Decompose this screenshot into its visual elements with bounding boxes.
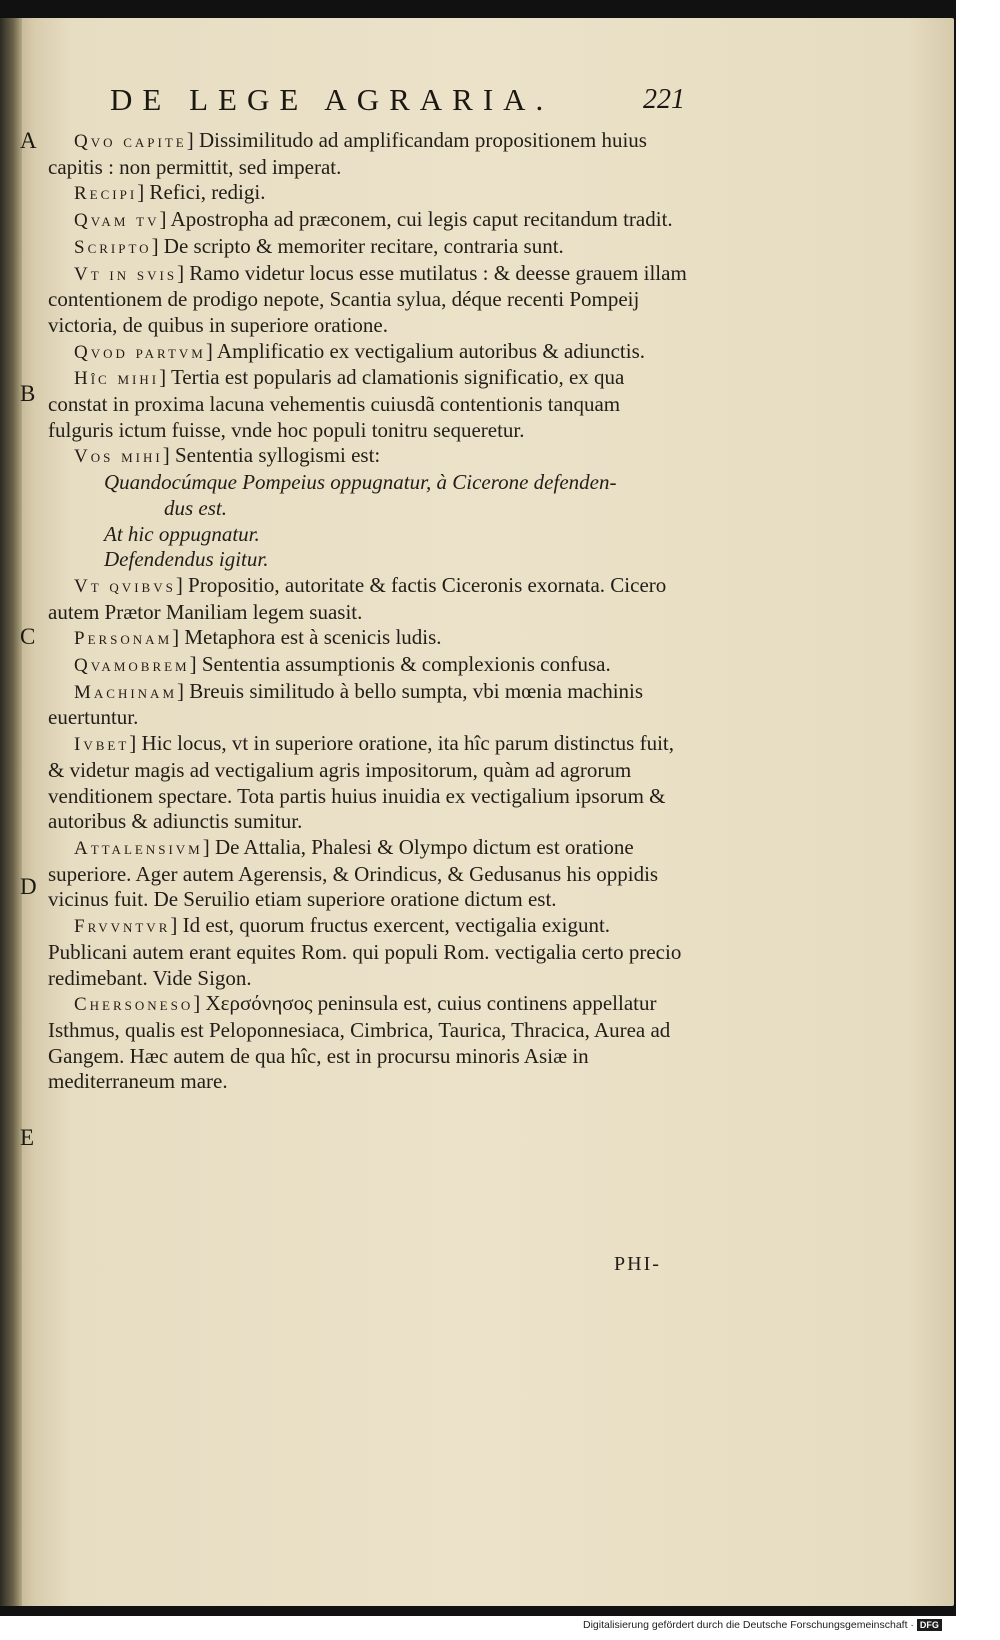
lemma: Qvam tv	[74, 210, 160, 232]
binding-gutter	[0, 18, 22, 1606]
margin-letter-b: B	[20, 381, 36, 406]
lemma: Recipi	[74, 183, 138, 205]
dfg-logo: DFG	[917, 1619, 942, 1631]
gloss: ] Propositio, autoritate & factis Ciceronis exornata. Cicero autem Prætor Maniliam legem suasit.	[48, 572, 667, 624]
margin-letter-a: A	[20, 128, 37, 153]
gloss: ] Sententia assumptionis & complexionis confusa.	[189, 652, 611, 677]
gloss: ] Ramo videtur locus esse mutilatus : & deesse grauem illam contentionem de prodigo nepote, Scantia sylua, déque recenti Pompeij victoria, de quibus in superiore oratione.	[48, 260, 687, 337]
gloss: ] Breuis similitudo à bello sumpta, vbi mœnia machinis euertuntur.	[48, 678, 644, 730]
lemma: Scripto	[74, 236, 152, 258]
lemma: Vt qvibvs	[74, 575, 176, 597]
gloss: ] Hic locus, vt in superiore oratione, ita hîc parum distinctus fuit, & videtur magis ad vectigalium agris impositorum, quàm ad agrorum venditionem spectare. Tota partis huius inuidia ex vectigalium ipsorum & autoribus & adiunctis sumitur.	[48, 731, 674, 834]
gloss: ] Id est, quorum fructus exercent, vectigalia exigunt. Publicani autem erant equites Rom. qui populi Rom. vectigalia certo precio redimebant. Vide Sigon.	[48, 913, 682, 990]
gloss: ] De Attalia, Phalesi & Olympo dictum est oratione superiore. Ager autem Agerensis, & Orindicus, & Gedusanus his oppidis vicinus fuit. De Seruilio etiam superiore oratione dictum est.	[48, 834, 659, 912]
gloss: ] Amplificatio ex vectigalium autoribus & adiunctis.	[205, 338, 645, 363]
gloss: ] Χερσόνησος peninsula est, cuius continens appellatur Isthmus, qualis est Peloponnesiaca, Cimbrica, Taurica, Thracica, Aurea ad Gangem. Hæc autem de qua hîc, est in procursu minoris Asiæ in mediterraneum mare.	[48, 991, 671, 1094]
commentary-entry	[48, 261, 688, 339]
commentary-entry	[48, 365, 688, 443]
gloss: ] De scripto & memoriter recitare, contraria sunt.	[151, 233, 564, 258]
commentary-entry	[48, 652, 688, 679]
commentary-entry	[48, 835, 688, 913]
commentary-entry	[48, 234, 688, 261]
lemma: Attalensivm	[74, 837, 203, 859]
commentary-entry	[48, 679, 688, 731]
syllogism-major: Quandocúmque Pompeius oppugnatur, à Cicerone defenden-	[104, 470, 617, 495]
digitization-credit	[583, 1619, 942, 1631]
syllogism-major-continued: dus est.	[164, 495, 227, 520]
page-number: 221	[643, 84, 685, 115]
gloss: ] Sententia syllogismi est:	[162, 443, 381, 468]
lemma: Vt in svis	[74, 263, 178, 285]
lemma: Qvo capite	[74, 131, 187, 152]
gloss: ] Apostropha ad præconem, cui legis caput recitandum tradit.	[159, 207, 673, 232]
commentary-entry	[48, 625, 688, 652]
commentary-text	[48, 128, 688, 1095]
lemma: Vos mihi	[74, 446, 163, 468]
margin-letter-c: C	[20, 624, 36, 649]
commentary-entry	[48, 731, 688, 835]
lemma: Ivbet	[74, 734, 130, 756]
margin-letter-e: E	[20, 1125, 35, 1150]
credit-text: Digitalisierung gefördert durch die Deutsche Forschungsgemeinschaft ·	[583, 1619, 914, 1631]
syllogism-minor: At hic oppugnatur.	[104, 521, 260, 546]
lemma: Hîc mihi	[74, 368, 160, 390]
running-title: DE LEGE AGRARIA.	[110, 82, 554, 117]
commentary-entry	[48, 443, 688, 470]
commentary-entry	[48, 913, 688, 991]
gloss: ] Dissimilitudo ad amplificandam propositionem huius capitis : non permittit, sed imperat.	[48, 128, 647, 179]
lemma: Frvvntvr	[74, 916, 171, 938]
commentary-entry	[48, 180, 688, 207]
commentary-entry	[48, 128, 688, 180]
commentary-entry	[48, 991, 688, 1095]
catchword: PHI-	[614, 1253, 661, 1275]
syllogism-conclusion: Defendendus igitur.	[104, 547, 269, 572]
margin-letter-d: D	[20, 874, 37, 899]
lemma: Qvod partvm	[74, 341, 206, 363]
lemma: Qvamobrem	[74, 655, 190, 677]
gloss: ] Refici, redigi.	[137, 180, 266, 205]
lemma: Chersoneso	[74, 994, 194, 1016]
commentary-entry	[48, 207, 688, 234]
commentary-entry	[48, 573, 688, 625]
lemma: Machinam	[74, 681, 178, 703]
gloss: ] Metaphora est à scenicis ludis.	[172, 625, 442, 650]
commentary-entry	[48, 339, 688, 366]
lemma: Personam	[74, 628, 173, 650]
gloss: ] Tertia est popularis ad clamationis significatio, ex qua constat in proxima lacuna vehementis cuiusdã contentionis tanquam fulguris ictum fuisse, vnde hoc populi tonitru sequeretur.	[48, 365, 625, 442]
